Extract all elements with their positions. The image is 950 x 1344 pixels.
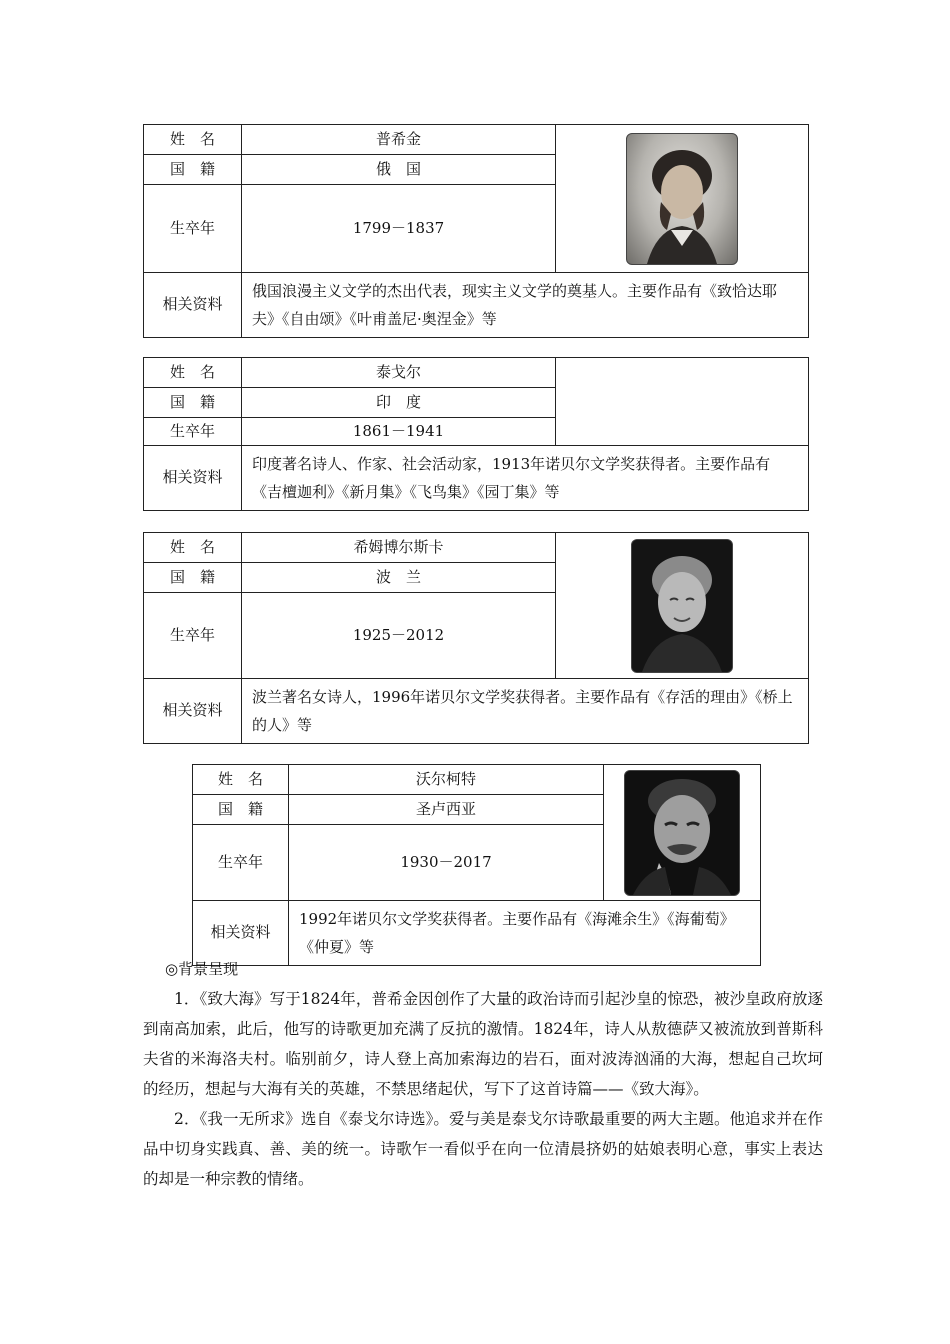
info-label: 相关资料 — [144, 446, 242, 511]
poet-nationality: 印 度 — [242, 388, 556, 418]
years-label: 生卒年 — [144, 593, 242, 679]
name-label: 姓 名 — [144, 533, 242, 563]
info-label: 相关资料 — [193, 901, 289, 966]
photo-cell — [604, 765, 761, 901]
poet-info: 1992年诺贝尔文学奖获得者。主要作品有《海滩余生》《海葡萄》《仲夏》等 — [289, 901, 761, 966]
portrait-drawing — [632, 540, 732, 672]
poet-card-tagore — [143, 357, 809, 511]
photo-cell — [556, 533, 809, 679]
background-section — [143, 984, 823, 1194]
poet-nationality: 圣卢西亚 — [289, 795, 604, 825]
poet-years: 1799－1837 — [242, 185, 556, 273]
poet-card-walcott — [192, 764, 761, 966]
nationality-label: 国 籍 — [144, 388, 242, 418]
years-label: 生卒年 — [144, 185, 242, 273]
years-label: 生卒年 — [193, 825, 289, 901]
poet-name: 希姆博尔斯卡 — [242, 533, 556, 563]
poet-name: 普希金 — [242, 125, 556, 155]
szymborska-portrait — [631, 539, 733, 673]
walcott-portrait — [624, 770, 740, 896]
poet-card-pushkin — [143, 124, 809, 338]
poet-info: 印度著名诗人、作家、社会活动家，1913年诺贝尔文学奖获得者。主要作品有《吉檀迦利》《新月集》《飞鸟集》《园丁集》等 — [242, 446, 809, 511]
poet-years: 1861－1941 — [242, 418, 556, 446]
nationality-label: 国 籍 — [193, 795, 289, 825]
poet-name: 泰戈尔 — [242, 358, 556, 388]
portrait-drawing — [627, 134, 737, 264]
background-title: ◎背景呈现 — [165, 960, 239, 978]
name-label: 姓 名 — [144, 125, 242, 155]
poet-name: 沃尔柯特 — [289, 765, 604, 795]
poet-years: 1930－2017 — [289, 825, 604, 901]
nationality-label: 国 籍 — [144, 155, 242, 185]
poet-years: 1925－2012 — [242, 593, 556, 679]
photo-cell-empty — [556, 358, 809, 446]
poet-nationality: 波 兰 — [242, 563, 556, 593]
nationality-label: 国 籍 — [144, 563, 242, 593]
poet-nationality: 俄 国 — [242, 155, 556, 185]
poet-info: 俄国浪漫主义文学的杰出代表，现实主义文学的奠基人。主要作品有《致恰达耶夫》《自由颂》《叶甫盖尼·奥涅金》等 — [242, 273, 809, 338]
poet-info: 波兰著名女诗人，1996年诺贝尔文学奖获得者。主要作品有《存活的理由》《桥上的人》等 — [242, 679, 809, 744]
portrait-drawing — [625, 771, 739, 895]
info-label: 相关资料 — [144, 679, 242, 744]
years-label: 生卒年 — [144, 418, 242, 446]
photo-cell — [556, 125, 809, 273]
background-paragraph-1: 1．《致大海》写于1824年，普希金因创作了大量的政治诗而引起沙皇的惊恐，被沙皇政府放逐到南高加索，此后，他写的诗歌更加充满了反抗的激情。1824年，诗人从敖德萨又被流放到普斯科夫省的米海洛夫村。临别前夕，诗人登上高加索海边的岩石，面对波涛汹涌的大海，想起自己坎坷的经历，想起与大海有关的英雄，不禁思绪起伏，写下了这首诗篇——《致大海》。 — [143, 990, 823, 1098]
background-paragraph-2: 2．《我一无所求》选自《泰戈尔诗选》。爱与美是泰戈尔诗歌最重要的两大主题。他追求并在作品中切身实践真、善、美的统一。诗歌乍一看似乎在向一位清晨挤奶的姑娘表明心意，事实上表达的却是一种宗教的情绪。 — [143, 1110, 823, 1188]
pushkin-portrait — [626, 133, 738, 265]
info-label: 相关资料 — [144, 273, 242, 338]
name-label: 姓 名 — [193, 765, 289, 795]
poet-card-szymborska — [143, 532, 809, 744]
name-label: 姓 名 — [144, 358, 242, 388]
